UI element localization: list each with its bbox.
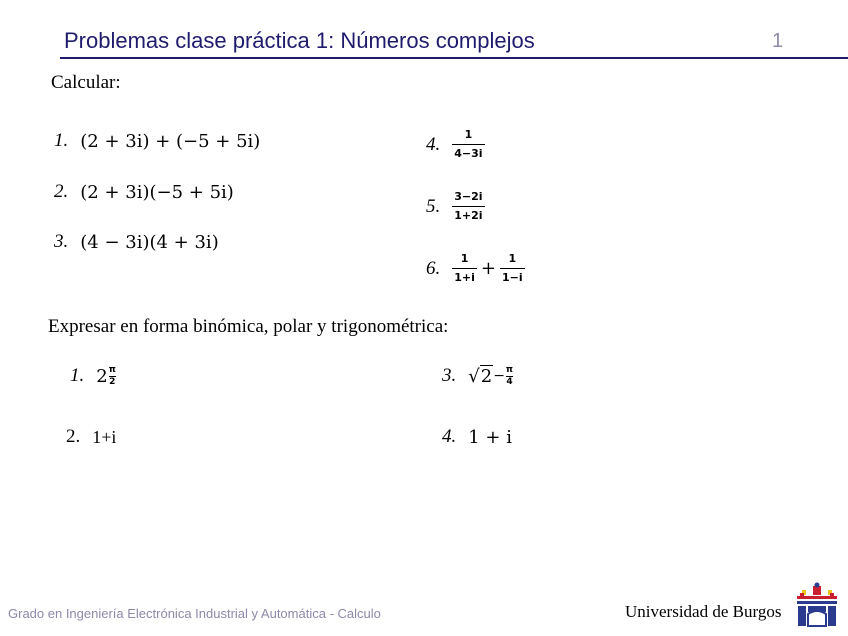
fraction-bar bbox=[452, 206, 484, 207]
angle-subscript bbox=[109, 366, 116, 387]
exercise-number: 4. bbox=[426, 133, 441, 155]
angle-numerator: π bbox=[108, 364, 116, 375]
exercise-1-6 bbox=[426, 252, 525, 285]
angle-denominator: 4 bbox=[506, 376, 513, 387]
math-expression: (2 + 3i)(−5 + 5i) bbox=[80, 181, 234, 203]
fraction bbox=[452, 128, 484, 161]
page-number: 1 bbox=[772, 30, 784, 52]
university-logo-icon bbox=[794, 582, 840, 628]
math-expression: (4 − 3i)(4 + 3i) bbox=[80, 231, 219, 253]
exercise-number: 4. bbox=[442, 426, 457, 447]
square-root: √2 bbox=[468, 365, 493, 387]
exercise-1-2 bbox=[54, 181, 234, 203]
fraction-bar bbox=[452, 268, 477, 269]
numerator: 1 bbox=[460, 252, 469, 265]
denominator: 1+i bbox=[454, 271, 475, 285]
fraction-a bbox=[452, 252, 477, 285]
exercise-number: 2. bbox=[54, 181, 69, 202]
exercise-2-4 bbox=[442, 426, 512, 448]
math-expression: 1+i bbox=[92, 426, 117, 447]
numerator: 1 bbox=[464, 128, 473, 141]
denominator: 4−3i bbox=[454, 147, 483, 161]
math-expression: (2 + 3i) + (−5 + 5i) bbox=[80, 130, 261, 152]
exercise-number: 3. bbox=[442, 365, 457, 386]
page-title: Problemas clase práctica 1: Números complejos bbox=[64, 28, 535, 53]
section-heading-expresar: Expresar en forma binómica, polar y trigonométrica: bbox=[48, 316, 449, 337]
angle-subscript bbox=[506, 366, 513, 387]
polar-base: 2 bbox=[96, 365, 108, 387]
denominator: 1−i bbox=[502, 271, 523, 285]
fraction-bar bbox=[452, 144, 484, 145]
exercise-number: 5. bbox=[426, 195, 441, 217]
exercise-1-1 bbox=[54, 130, 260, 152]
denominator: 1+2i bbox=[454, 209, 483, 223]
numerator: 1 bbox=[508, 252, 517, 265]
exercise-1-3 bbox=[54, 231, 219, 253]
exercise-2-3 bbox=[442, 365, 513, 387]
angle-denominator: 2 bbox=[109, 376, 116, 387]
exercise-number: 6. bbox=[426, 257, 441, 279]
exercise-number: 3. bbox=[54, 231, 69, 252]
numerator: 3−2i bbox=[454, 190, 483, 203]
footer-university: Universidad de Burgos bbox=[625, 602, 782, 621]
footer-course: Grado en Ingeniería Electrónica Industrial y Automática - Calculo bbox=[8, 606, 381, 621]
fraction-bar bbox=[500, 268, 525, 269]
exercise-2-2 bbox=[66, 426, 116, 448]
header-divider bbox=[60, 57, 848, 59]
exercise-1-5 bbox=[426, 190, 485, 223]
plus-operator: + bbox=[480, 258, 496, 280]
angle-numerator: π bbox=[505, 364, 514, 375]
fraction-b bbox=[500, 252, 525, 285]
radicand: 2 bbox=[480, 365, 493, 387]
exercise-number: 1. bbox=[70, 365, 85, 386]
exercise-number: 1. bbox=[54, 130, 69, 151]
angle-sign: − bbox=[493, 368, 505, 384]
exercise-number: 2. bbox=[66, 426, 81, 447]
math-expression: 1 + i bbox=[468, 426, 512, 448]
fraction bbox=[452, 190, 484, 223]
exercise-1-4 bbox=[426, 128, 485, 161]
section-heading-calcular: Calcular: bbox=[51, 72, 121, 93]
exercise-2-1 bbox=[70, 365, 116, 387]
